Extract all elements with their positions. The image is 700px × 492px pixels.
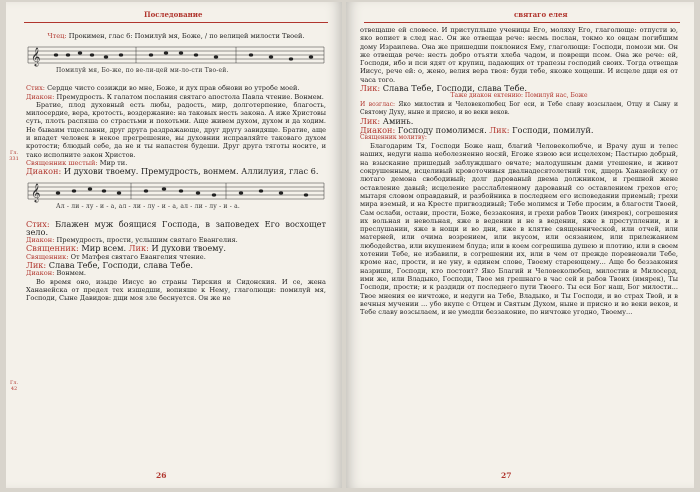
- deacon-label-2: Диакон:: [26, 166, 62, 177]
- margin-note-bottom: Гл. 42: [9, 380, 19, 392]
- priest-text: Мир ти.: [97, 158, 128, 167]
- staff-lyrics-prokimen: Помилуй мя, Бо-же, по ве-ли-цей ми-ло-сти Тво-ей.: [56, 67, 229, 75]
- music-staff-prokimen: [26, 43, 326, 81]
- choir-label-2: Лик:: [26, 260, 47, 271]
- left-page-number-text: 26: [156, 471, 167, 480]
- choir-label-r3: Лик:: [486, 124, 510, 135]
- prokimen-line: [26, 32, 326, 40]
- deacon-line-r1: [360, 126, 678, 134]
- choir-text-r2: Аминь.: [380, 116, 414, 127]
- choir-text-2: Слава Тебе, Господи, слава Тебе.: [46, 260, 193, 271]
- verse-label-2: Стих:: [26, 218, 50, 229]
- priest-line-2: [26, 244, 326, 252]
- prokimen-text: Прокимен, глас 6: Помилуй мя, Боже, / по велицей милости Твоей.: [66, 32, 305, 40]
- deacon-label: Диакон:: [26, 92, 55, 101]
- deacon-label-3: Диакон:: [26, 236, 55, 245]
- choir-label: Лик:: [126, 243, 149, 254]
- choir-label-r2: Лик:: [360, 116, 381, 127]
- right-page-number-text: 27: [501, 471, 512, 480]
- deacon-line-1: [26, 93, 326, 101]
- choir-text-r1: Слава Тебе, Господи, слава Тебе.: [380, 83, 527, 94]
- rubric-ektenia: Таже диакон ектению: Помилуй нас, Боже: [450, 92, 588, 100]
- right-running-header: [364, 10, 680, 23]
- prayer-text: Благодарим Тя, Господи Боже наш, благий Человеколюбче, и Врачу душ и телес наших, недуги наша неболезненно носяй, Егоже язвою вси исцелехом; Пастырю добрый, на взыскание пришедый заблуждшаго овчате; малодушным дами утешение, и живот сокрушенным, исцеливый кровоточивыя двалнадесятолетний ток, дщерь Хананейску от лютаго демона свободивый; долг дарованый двема должником, и грешной жене оставление давый; исцеление расслабленному даровавый со оставлением грехов его; мытаря словом оправдавый, и разбойника в последнем его исповедании приемый; грехи мира вземый, и на Кресте пригвоздивый; Тебе молимся и Тебе просим, в благости Твоей, Сам ослаби, остави, прости, Боже, беззакония, и грехи рабов Твоих (имярек), согрешения их вольная и невольная, яже в ведении и не в ведении, яже в преступлении, и в преслушании, яже в нощи и во дни, яже в клятве священнической, или отчей, или матерней, или очима возрением, или вкусом, или осязанием, или прилежанием любодейства, или вкушением блуда; или в коем согрешиша душею и плотию, или в своем хотении Тебе, не избавили, в согрешении их, или в чем от прежде поревновали Тебе, кроме нас, прости, и не уну, в единем слове, Твоему стареющему... Аще бо беззакония назриши, Господи, кто постоит? Яко Благий и Человеколюбец, милостив и Милосерд, ими же, или Владыко, Господи, Твое мя грешнаго в час сей и рабов Твоих (имярек), Ты Господи, прости; и к раздиди от последнего пути Твоего. Ты еси Бог наш, Бог милости... Твое мнения ее ничтоже, и недуги на Тебе, Владыко, и Ты Господи, и во страх Твой, и в вечныя мучении ... убо вкупе с Отцем и Святым Духом, ныне и присно и во веки веков, и Тебе славу возсылаем, и не умедли беззаконие, по ничтоже угодно, Твоему...: [360, 142, 678, 317]
- rubric-prayer: Священник молитву:: [360, 133, 427, 141]
- choir-text: И духови твоему.: [148, 243, 226, 254]
- choir-label-r1: Лик:: [360, 83, 381, 94]
- deacon-text-r1: Господу помолимся.: [395, 124, 487, 135]
- gospel-continuation: отвещаше ей словесе. И приступльше ученицы Его, моляху Его, глаголюще: отпусти ю, яко вопиет в след нас. Он же отвещав рече: несмь послан, токмо ко овцам погибшим дому Израилева. Она же пришедши поклонися Ему, глаголющи: Господи, помози ми. Он же отвещав рече: несть добро отъяти хлеба чадом, и поврещи псом. Она же рече: ей, Господи, ибо и пси ядят от крупиц, падающих от трапезы господий своих. Тогда отвещав Иисус, рече ей: о, жено, велия вера твоя: буди тебе, якоже хощеши. И исцеле дщи ея от часа того.: [360, 26, 678, 84]
- margin-note-top: Гл. 331: [9, 150, 19, 162]
- staff-lyrics-alleluia: Ал - ли - лу - и - а, ал - ли - лу - и - а, ал - ли - лу - и - а.: [56, 202, 240, 210]
- exclamation-text: Яко милостив и Человеколюбец Бог еси, и Тебе славу возсылаем, Отцу и Сыну и Святому Духу, ныне и присно, и во веки веков.: [360, 100, 678, 116]
- deacon-text: Премудрость. К галатом послания святаго апостола Павла чтение. Вонмем.: [54, 92, 324, 101]
- staff-lines: [26, 43, 326, 81]
- priest-label-3: Священник:: [26, 252, 69, 261]
- choir-text-r3: Господи, помилуй.: [509, 124, 594, 135]
- verse-line-1: [26, 84, 326, 92]
- priest-label-2: Священник:: [26, 243, 79, 254]
- right-header-text: святаго елея: [514, 10, 568, 19]
- staff-lines-2: [26, 179, 326, 217]
- right-page-number: [501, 471, 511, 480]
- verse-text: Сердце чисто созижди во мне, Боже, и дух прав обнови во утробе моей.: [45, 84, 300, 93]
- left-running-header: [24, 10, 328, 23]
- verse-label: Стих:: [26, 84, 46, 93]
- left-column: [26, 32, 326, 303]
- priest-text-3: От Матфея святаго Евангелия чтение.: [68, 252, 206, 261]
- left-page: [6, 2, 342, 488]
- deacon-text-2: И духови твоему. Премудрость, вонмем. Аллилуия, глас 6.: [61, 166, 319, 177]
- choir-line-1: [26, 261, 326, 269]
- deacon-text-4: Вонмем.: [54, 269, 86, 278]
- deacon-label-4: Диакон:: [26, 269, 55, 278]
- gospel-reading: Во время оно, изыде Иисус во страны Тирския и Сидонския. И се, жена Хананейска от предел тех изшедши, вопияше к Нему, глаголющи: помилуй мя, Господи, Сыне Давидов: дщи моя зле беснуется. Он же не: [26, 277, 326, 303]
- deacon-label-r1: Диакон:: [360, 124, 396, 135]
- verse-line-2: [26, 220, 326, 237]
- priest-text-2: Мир всем.: [78, 243, 127, 254]
- deacon-line-4: [26, 269, 326, 277]
- deacon-text-3: Премудрость, прости, услышим святаго Евангелия.: [54, 236, 238, 245]
- svg-text:𝄞: 𝄞: [31, 182, 41, 202]
- priest-label: Священник шестый:: [26, 158, 98, 167]
- right-column: [360, 26, 678, 316]
- choir-line-r1: [360, 84, 678, 92]
- svg-text:𝄞: 𝄞: [31, 47, 41, 67]
- epistle-reading: Братие, плод духовный есть любы, радость, мир, долготерпение, благость, милосердие, вера, кротость, воздержание: на таковых несть закона. А иже Христовы суть, плоть распяша со страстьми и похотьми. Аще живем духом, духом и да ходим. Не бываим тщеславни, друг друга раздражающе, друг другу завидяще. Братие, аще и впадет человек в некое прегрешение, вы духовнии исправляйте таковаго духом кротости; блюдый себе, да не и ты напастен будеши. Друг друга тяготы носите, и тако исполните закон Христов.: [26, 100, 326, 159]
- right-page: [346, 2, 694, 488]
- left-page-number: [156, 471, 166, 480]
- left-header-text: Последование: [144, 10, 203, 19]
- verse-text-2: Блажен муж боящися Господа, в заповедех Его восхощет зело.: [26, 218, 326, 237]
- exclamation-label: И возглас:: [360, 100, 395, 108]
- music-staff-alleluia: [26, 179, 326, 217]
- reader-label: Чтец:: [47, 32, 67, 40]
- exclamation-line: [360, 101, 678, 118]
- deacon-line-2: [26, 167, 326, 175]
